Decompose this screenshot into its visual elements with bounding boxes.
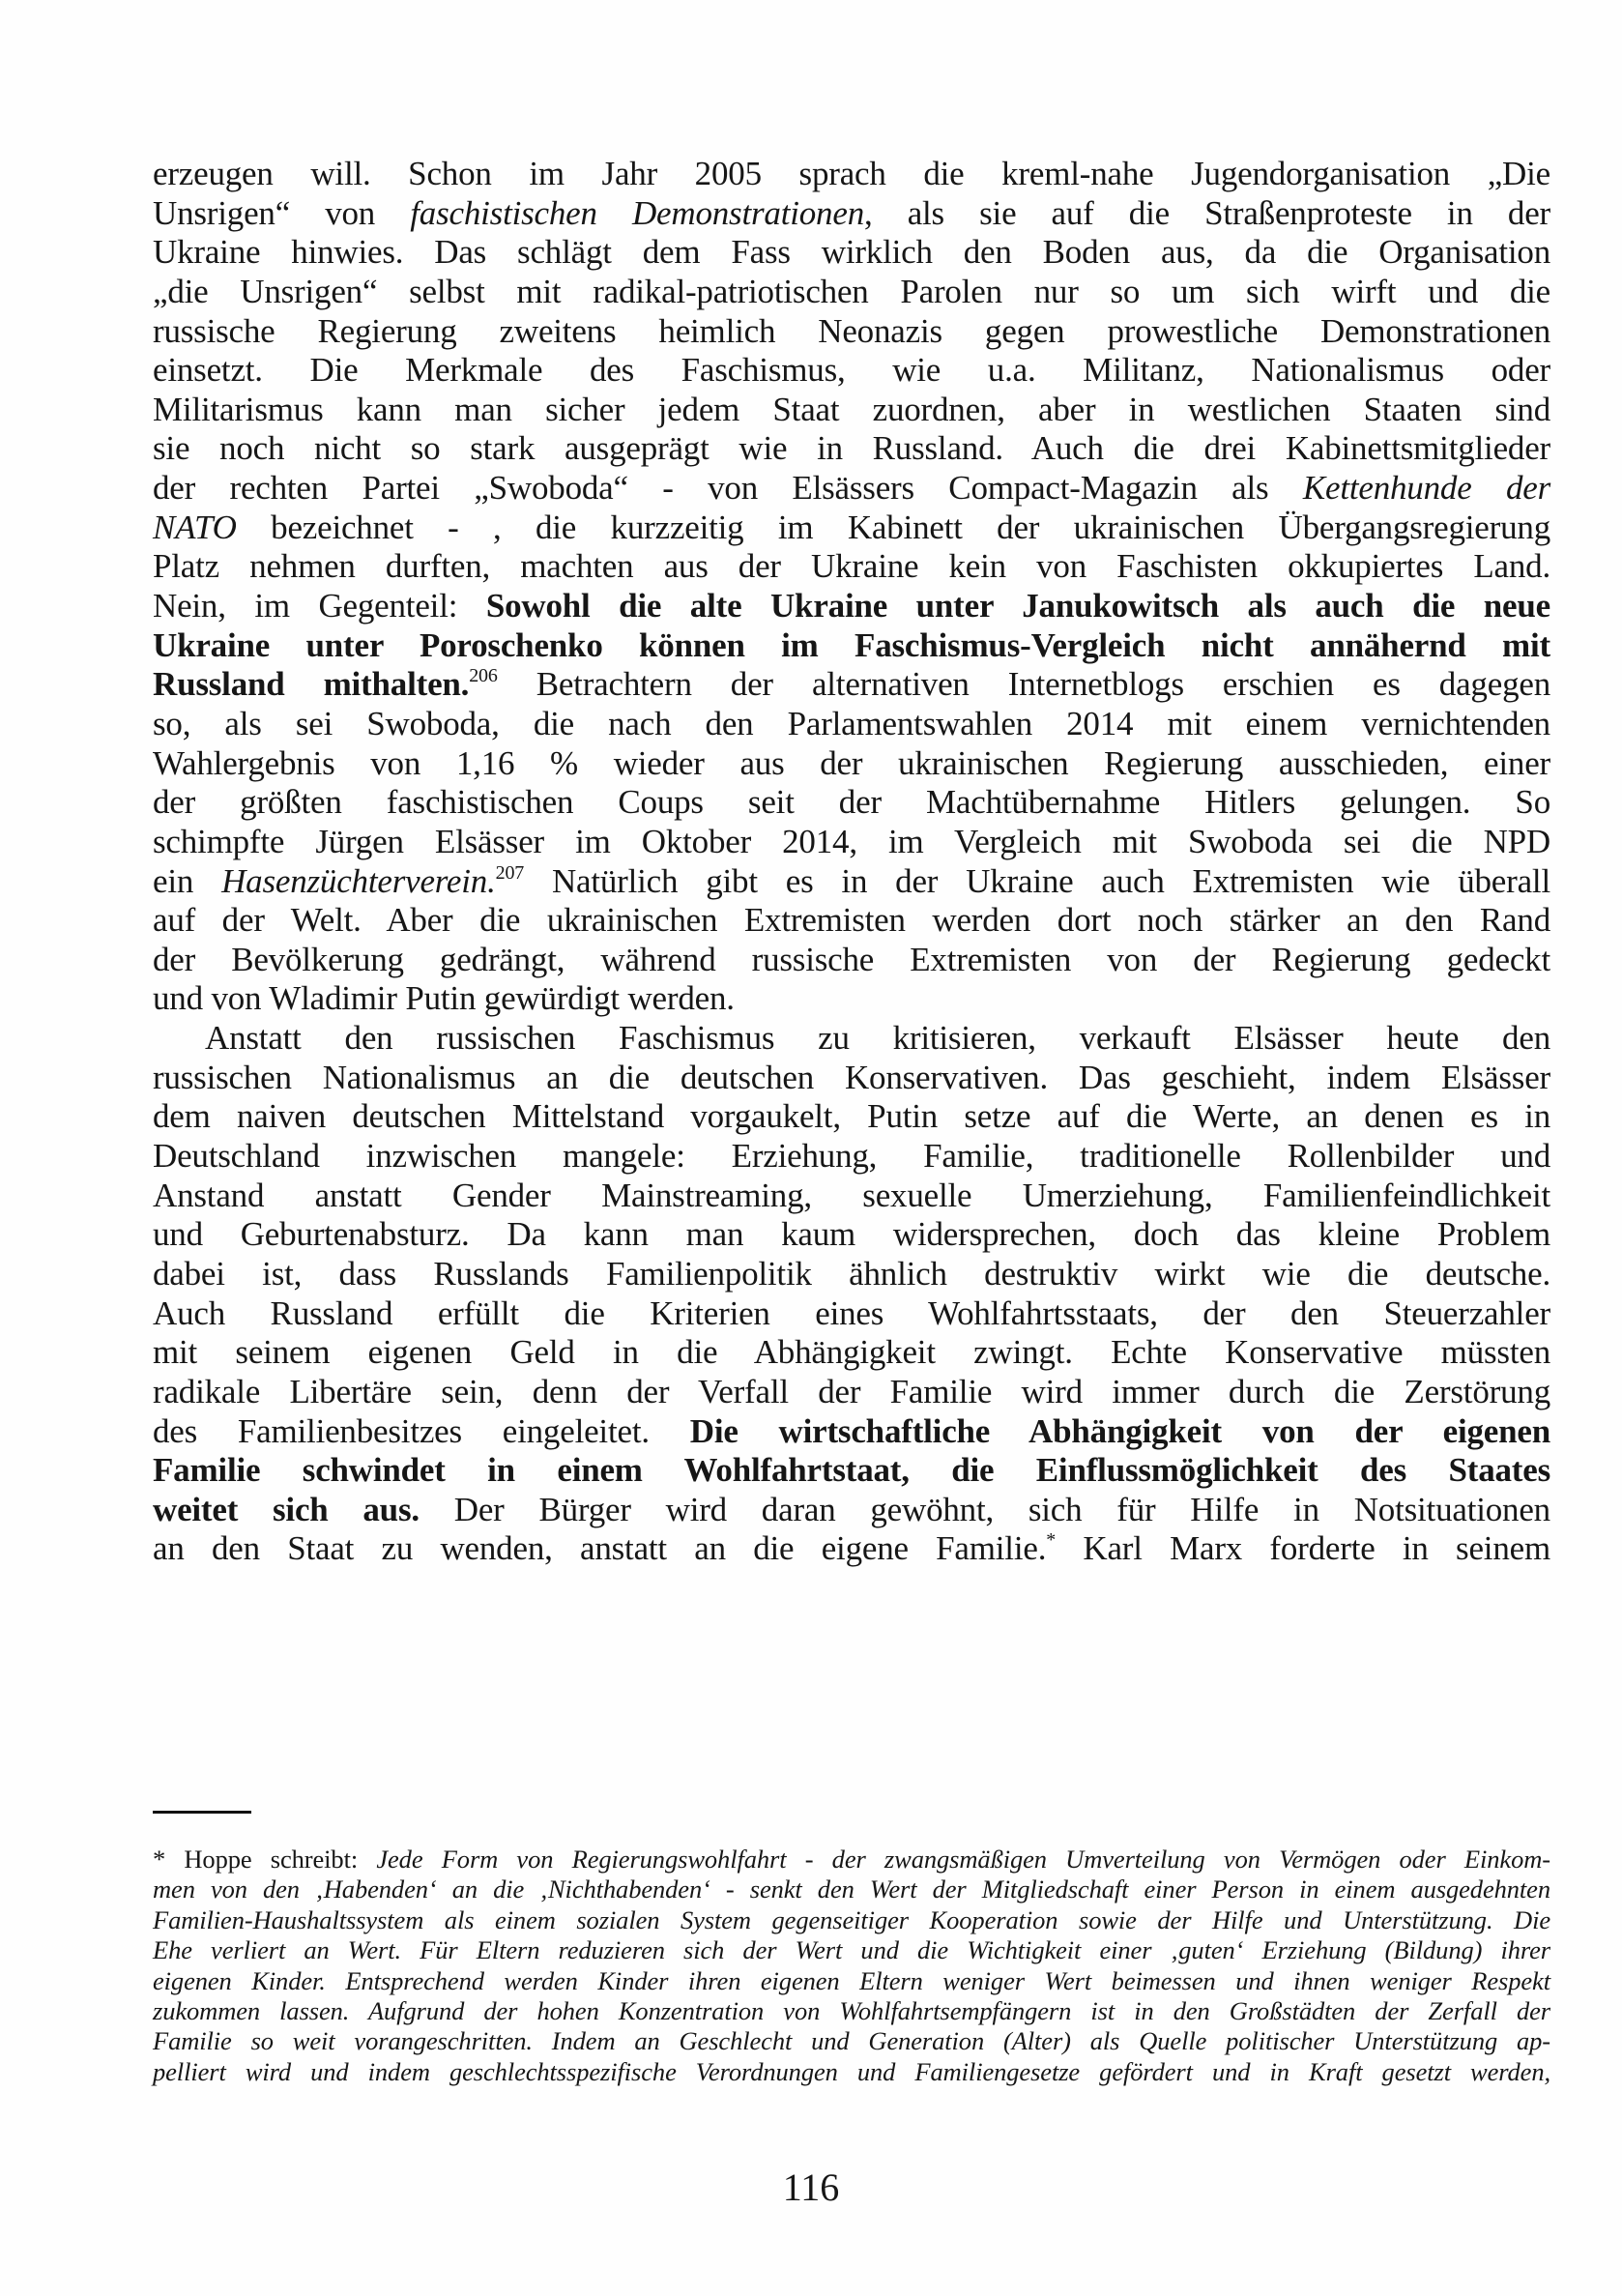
page-number: 116 <box>782 2165 840 2209</box>
text-run: dabei ist, dass Russlands Familienpolitik ähnlich destruktiv wirkt wie die deutsche. <box>153 1254 1550 1293</box>
body-line <box>153 1215 1550 1255</box>
body-line <box>153 429 1550 469</box>
body-line <box>153 1529 1550 1569</box>
bold-text: Die wirtschaftliche Abhängigkeit von der eigenen <box>689 1411 1551 1450</box>
footnotes <box>153 1845 1550 2087</box>
body-line <box>153 1177 1550 1216</box>
body-line <box>153 823 1550 862</box>
body-line <box>153 705 1550 744</box>
bold-text: Ukraine unter Poroschenko können im Faschismus-Vergleich nicht annähernd mit <box>153 625 1550 664</box>
footnote-line <box>153 1845 1550 1875</box>
text-run: schimpfte Jürgen Elsässer im Oktober 2014, im Vergleich mit Swoboda sei die NPD <box>153 822 1550 860</box>
text-run: Karl Marx forderte in seinem <box>1056 1529 1550 1568</box>
text-run: eigenen Kinder. Entsprechend werden Kinder ihren eigenen Eltern weniger Wert beimessen und ihnen weniger Respekt <box>153 1965 1550 1995</box>
footnote-reference: 206 <box>469 665 498 687</box>
body-line <box>153 1412 1550 1452</box>
text-run: an den Staat zu wenden, anstatt an die eigene Familie. <box>153 1529 1047 1568</box>
text-run: erzeugen will. Schon im Jahr 2005 sprach die kreml-nahe Jugendorganisation „Die <box>153 155 1550 192</box>
italic-text: NATO <box>153 508 237 546</box>
text-run: russische Regierung zweitens heimlich Neonazis gegen prowestliche Demonstrationen <box>153 311 1550 350</box>
text-run: Deutschland inzwischen mangele: Erziehung, Familie, traditionelle Rollenbilder und <box>153 1137 1550 1176</box>
bold-text: weitet sich aus. <box>153 1490 420 1528</box>
text-run: Ukraine hinwies. Das schlägt dem Fass wirklich den Boden aus, da die Organisation <box>153 233 1550 272</box>
body-line <box>153 862 1550 902</box>
body-line <box>153 783 1550 823</box>
footnote-line <box>153 1875 1550 1904</box>
text-run: einsetzt. Die Merkmale des Faschismus, wie u.a. Militanz, Nationalismus oder <box>153 351 1550 390</box>
text-run: der rechten Partei „Swoboda“ - von Elsässers Compact-Magazin als <box>153 469 1303 508</box>
body-line <box>153 979 1550 1019</box>
text-run: Familien-Haushaltssystem als einem sozialen System gegenseitiger Kooperation sowie der Hilfe und Unterstützung. Die <box>153 1904 1550 1934</box>
italic-text: Hasenzüchterverein. <box>221 861 496 900</box>
body-line <box>153 1137 1550 1177</box>
text-run: der Bevölkerung gedrängt, während russische Extremisten von der Regierung gedeckt <box>153 940 1550 978</box>
body-line <box>153 941 1550 980</box>
body-line <box>153 509 1550 548</box>
footnote-reference: 207 <box>495 861 525 884</box>
footnote-line <box>153 1996 1550 2026</box>
footnote-line <box>153 2057 1550 2087</box>
body-line <box>153 1333 1550 1373</box>
text-run: russischen Nationalismus an die deutschen Konservativen. Das geschieht, indem Elsässer <box>153 1058 1550 1096</box>
text-run: Anstand anstatt Gender Mainstreaming, sexuelle Umerziehung, Familienfeindlichkeit <box>153 1176 1550 1214</box>
body-line <box>153 744 1550 784</box>
text-run: der größten faschistischen Coups seit der Machtübernahme Hitlers gelungen. So <box>153 783 1550 822</box>
body-line <box>153 665 1550 705</box>
text-run: Wahlergebnis von 1,16 % wieder aus der ukrainischen Regierung ausschieden, einer <box>153 743 1550 782</box>
text-run: Betrachtern der alternativen Internetblogs erschien es dagegen <box>497 665 1551 704</box>
body-line <box>153 1373 1550 1412</box>
body-line <box>153 547 1550 587</box>
footnote-line <box>153 1966 1550 1996</box>
body-line <box>153 351 1550 391</box>
body-line <box>153 155 1550 194</box>
text-run: mit seinem eigenen Geld in die Abhängigkeit zwingt. Echte Konservative müssten <box>153 1333 1550 1372</box>
text-run: men von den ‚Habenden‘ an die ‚Nichthabenden‘ - senkt den Wert der Mitgliedschaft einer Person in einem ausgedehnten <box>153 1875 1550 1904</box>
body-line <box>153 626 1550 666</box>
text-run: * Hoppe schreibt: <box>153 1845 377 1874</box>
body-line <box>153 233 1550 273</box>
text-run: „die Unsrigen“ selbst mit radikal-patriotischen Parolen nur so um sich wirft und die <box>153 272 1550 310</box>
body-text <box>153 155 1550 1569</box>
footnote-line <box>153 2026 1550 2056</box>
text-run: und Geburtenabsturz. Da kann man kaum widersprechen, doch das kleine Problem <box>153 1215 1550 1254</box>
text-run: Auch Russland erfüllt die Kriterien eines Wohlfahrtsstaats, der den Steuerzahler <box>153 1293 1550 1332</box>
text-run: Der Bürger wird daran gewöhnt, sich für Hilfe in Notsituationen <box>419 1490 1550 1528</box>
text-run: , als sie auf die Straßenproteste in der <box>864 193 1550 232</box>
italic-text: faschistischen Demonstrationen <box>410 193 864 232</box>
footnote-divider <box>153 1811 251 1814</box>
text-run: sie noch nicht so stark ausgeprägt wie in Russland. Auch die drei Kabinettsmitglieder <box>153 429 1550 468</box>
text-run: bezeichnet - , die kurzzeitig im Kabinett der ukrainischen Übergangsregierung <box>236 508 1550 546</box>
bold-text: Familie schwindet in einem Wohlfahrtstaat, die Einflussmöglichkeit des Staates <box>153 1451 1550 1490</box>
bold-text: Russland mithalten. <box>153 665 470 704</box>
text-run: dem naiven deutschen Mittelstand vorgaukelt, Putin setze auf die Werte, an denen es in <box>153 1097 1550 1136</box>
text-run: ein <box>153 861 222 900</box>
text-run: und von Wladimir Putin gewürdigt werden. <box>153 979 735 1018</box>
italic-text: Kettenhunde der <box>1302 469 1550 508</box>
body-line <box>153 1255 1550 1294</box>
text-run: radikale Libertäre sein, denn der Verfall der Familie wird immer durch die Zerstörung <box>153 1372 1550 1410</box>
footnote-reference: * <box>1046 1529 1057 1552</box>
text-run: Nein, im Gegenteil: <box>153 587 486 625</box>
body-line <box>153 273 1550 312</box>
footnote-line <box>153 1905 1550 1935</box>
body-line <box>153 1491 1550 1530</box>
body-line <box>153 1097 1550 1137</box>
bold-text: Sowohl die alte Ukraine unter Janukowitsch als auch die neue <box>485 587 1550 625</box>
text-run: Jede Form von Regierungswohlfahrt - der zwangsmäßigen Umverteilung von Vermögen oder Einkom- <box>376 1845 1550 1874</box>
body-line <box>153 587 1550 626</box>
text-run: pelliert wird und indem geschlechtsspezifische Verordnungen und Familiengesetze gefördert und in Kraft gesetzt werden, <box>153 2056 1550 2086</box>
text-run: Natürlich gibt es in der Ukraine auch Extremisten wie überall <box>524 861 1550 900</box>
body-line <box>153 391 1550 430</box>
text-run: auf der Welt. Aber die ukrainischen Extremisten werden dort noch stärker an den Rand <box>153 901 1550 940</box>
text-run: Platz nehmen durften, machten aus der Ukraine kein von Faschisten okkupiertes Land. <box>153 547 1550 586</box>
text-run: so, als sei Swoboda, die nach den Parlamentswahlen 2014 mit einem vernichtenden <box>153 704 1550 742</box>
body-line <box>153 1451 1550 1491</box>
body-line <box>153 194 1550 234</box>
text-run: Ehe verliert an Wert. Für Eltern reduzieren sich der Wert und die Wichtigkeit einer ‚guten‘ Erziehung (Bildung) ihrer <box>153 1935 1550 1965</box>
text-run: Anstatt den russischen Faschismus zu kritisieren, verkauft Elsässer heute den <box>205 1019 1550 1058</box>
body-line <box>153 1059 1550 1098</box>
body-line <box>153 469 1550 509</box>
body-line <box>153 1019 1550 1059</box>
text-run: Militarismus kann man sicher jedem Staat zuordnen, aber in westlichen Staaten sind <box>153 390 1550 428</box>
body-line <box>153 1294 1550 1334</box>
body-line <box>153 312 1550 352</box>
text-run: zukommen lassen. Aufgrund der hohen Konzentration von Wohlfahrtsempfängern ist in den Großstädten der Zerfall der <box>153 1995 1550 2025</box>
text-run: Familie so weit vorangeschritten. Indem an Geschlecht und Generation (Alter) als Quelle politischer Unterstützung ap- <box>153 2026 1550 2056</box>
text-run: Unsrigen“ von <box>153 193 411 232</box>
text-run: des Familienbesitzes eingeleitet. <box>153 1411 690 1450</box>
body-line <box>153 901 1550 941</box>
footnote-line <box>153 1935 1550 1965</box>
